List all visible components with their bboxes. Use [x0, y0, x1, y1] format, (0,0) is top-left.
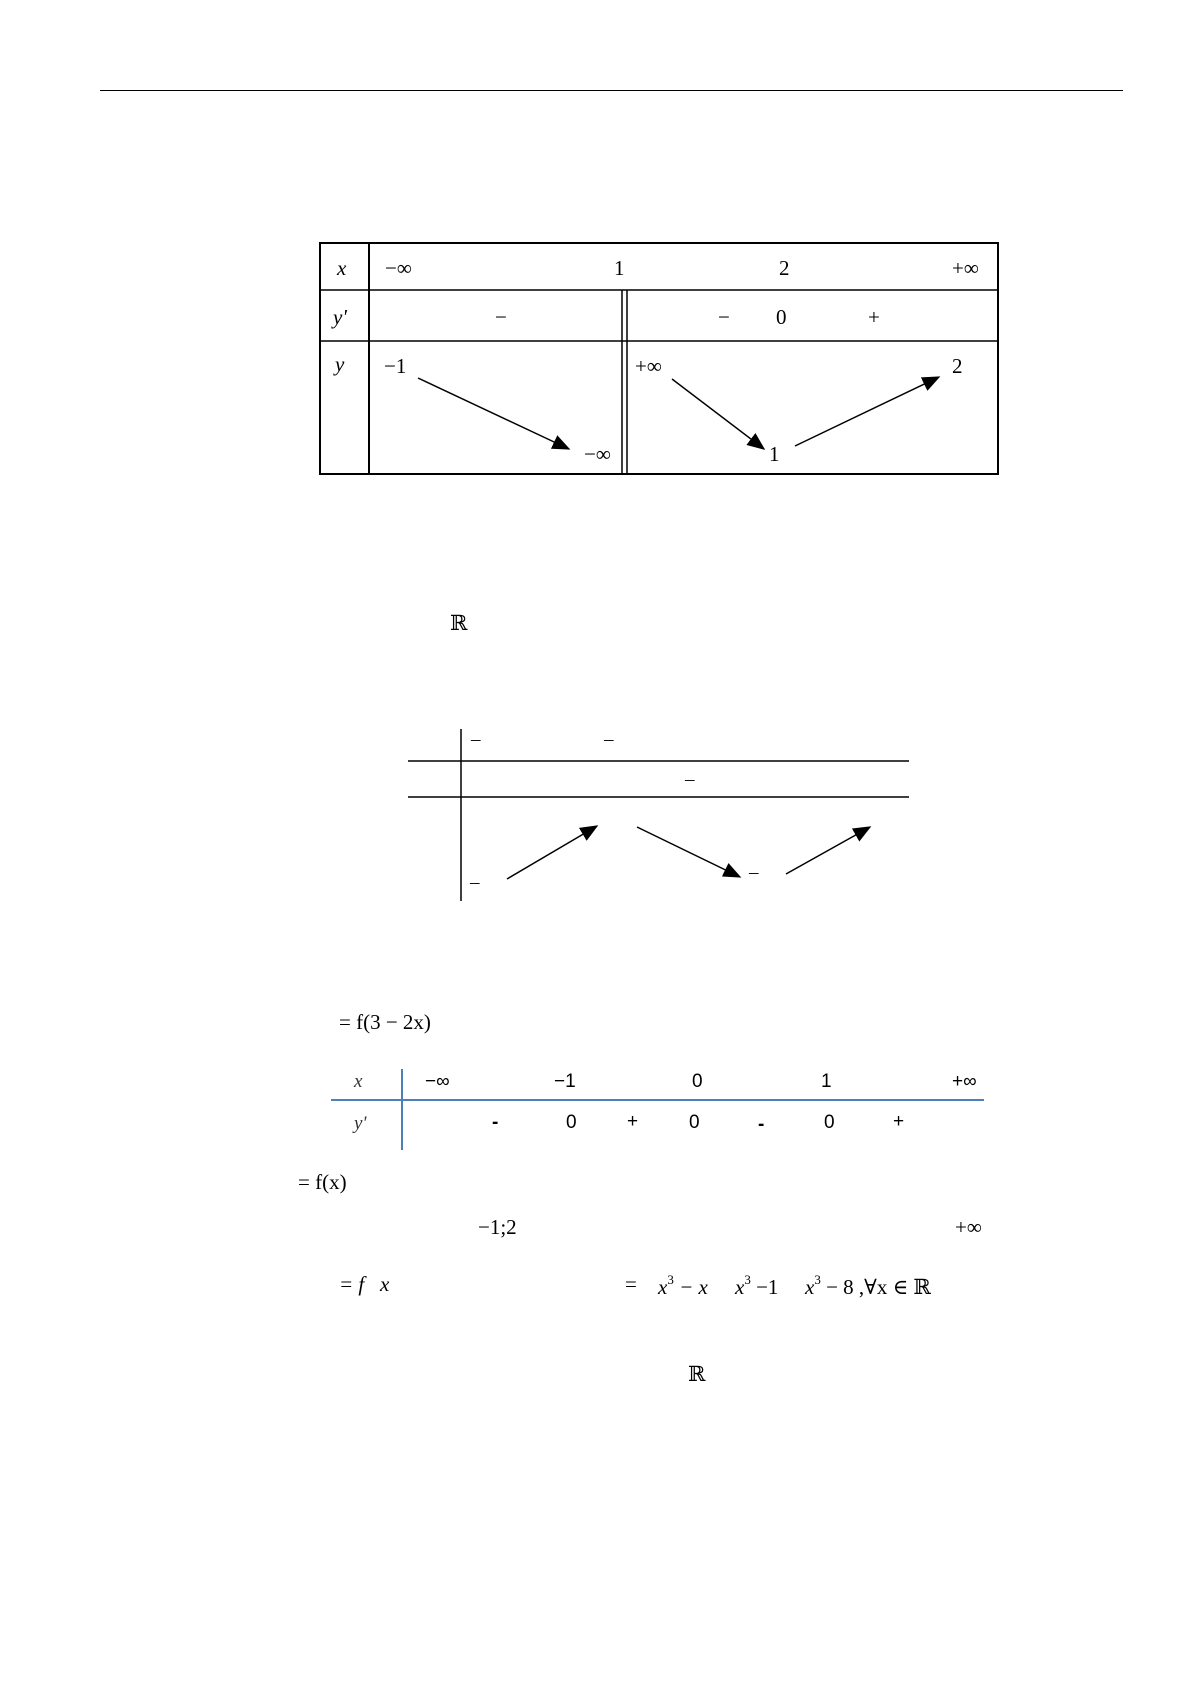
t1-x-2: 2 [779, 256, 790, 280]
t3-label-yprime: y' [354, 1113, 367, 1134]
arrow-increase-3 [786, 827, 870, 874]
t3-x-pos-inf: +∞ [952, 1071, 977, 1092]
t3-zero-2: 0 [689, 1112, 700, 1133]
interval-neg1-2: −1;2 [478, 1215, 517, 1239]
t3-hline [331, 1099, 984, 1101]
t3-x-1: 1 [821, 1071, 832, 1092]
arrow-increase-2 [507, 826, 597, 879]
deriv-eq: = [625, 1272, 637, 1296]
t2-x-dash-2: – [604, 729, 614, 750]
t3-sign-1: - [492, 1112, 499, 1133]
t3-sign-3: - [758, 1114, 765, 1135]
t3-zero-1: 0 [566, 1112, 577, 1133]
deriv-factor-3: $x^3 - 8$ ,∀x ∈ ℝ [805, 1272, 931, 1299]
deriv-left: = f x [339, 1272, 390, 1296]
t1-y-2: 2 [952, 354, 963, 378]
t2-sign-dash: – [685, 769, 695, 790]
t2-y-dash-1: – [470, 872, 480, 893]
t3-x-neg-inf: −∞ [425, 1071, 450, 1092]
t1-label-y: y [335, 352, 345, 376]
t1-x-neg-inf: −∞ [385, 256, 412, 280]
expr-f-x: = f(x) [298, 1170, 347, 1194]
real-numbers-symbol-2: ℝ [688, 1362, 706, 1386]
t1-y-neg1: −1 [384, 354, 407, 378]
t3-sign-2: + [627, 1111, 639, 1132]
t1-zero: 0 [776, 305, 787, 329]
t1-y-pos-inf: +∞ [635, 354, 662, 378]
t1-x-pos-inf: +∞ [952, 256, 979, 280]
t2-y-dash-2: – [749, 862, 759, 883]
t1-sign-1: − [495, 305, 507, 329]
deriv-factor-2: $x^3 -1$ [735, 1272, 779, 1299]
arrow-decrease-3 [637, 827, 740, 877]
t1-x-1: 1 [614, 256, 625, 280]
t3-vline [401, 1069, 403, 1150]
t3-sign-4: + [893, 1111, 905, 1132]
t1-sign-2: − [718, 305, 730, 329]
t1-label-x: x [337, 256, 347, 280]
t2-x-dash-1: – [471, 729, 481, 750]
plus-infinity: +∞ [955, 1215, 982, 1239]
t1-y-neg-inf: −∞ [584, 442, 611, 466]
real-numbers-symbol: ℝ [450, 611, 468, 635]
t1-y-1: 1 [769, 442, 780, 466]
t1-label-yprime: y' [333, 305, 347, 329]
t1-sign-3: + [868, 305, 880, 329]
t3-zero-3: 0 [824, 1112, 835, 1133]
t3-x-0: 0 [692, 1071, 703, 1092]
t3-x-neg1: −1 [554, 1071, 576, 1092]
t3-label-x: x [354, 1071, 363, 1092]
deriv-factor-1: $x^3 - x$ [658, 1272, 708, 1299]
expr-f-3-minus-2x: = f(3 − 2x) [339, 1010, 431, 1034]
